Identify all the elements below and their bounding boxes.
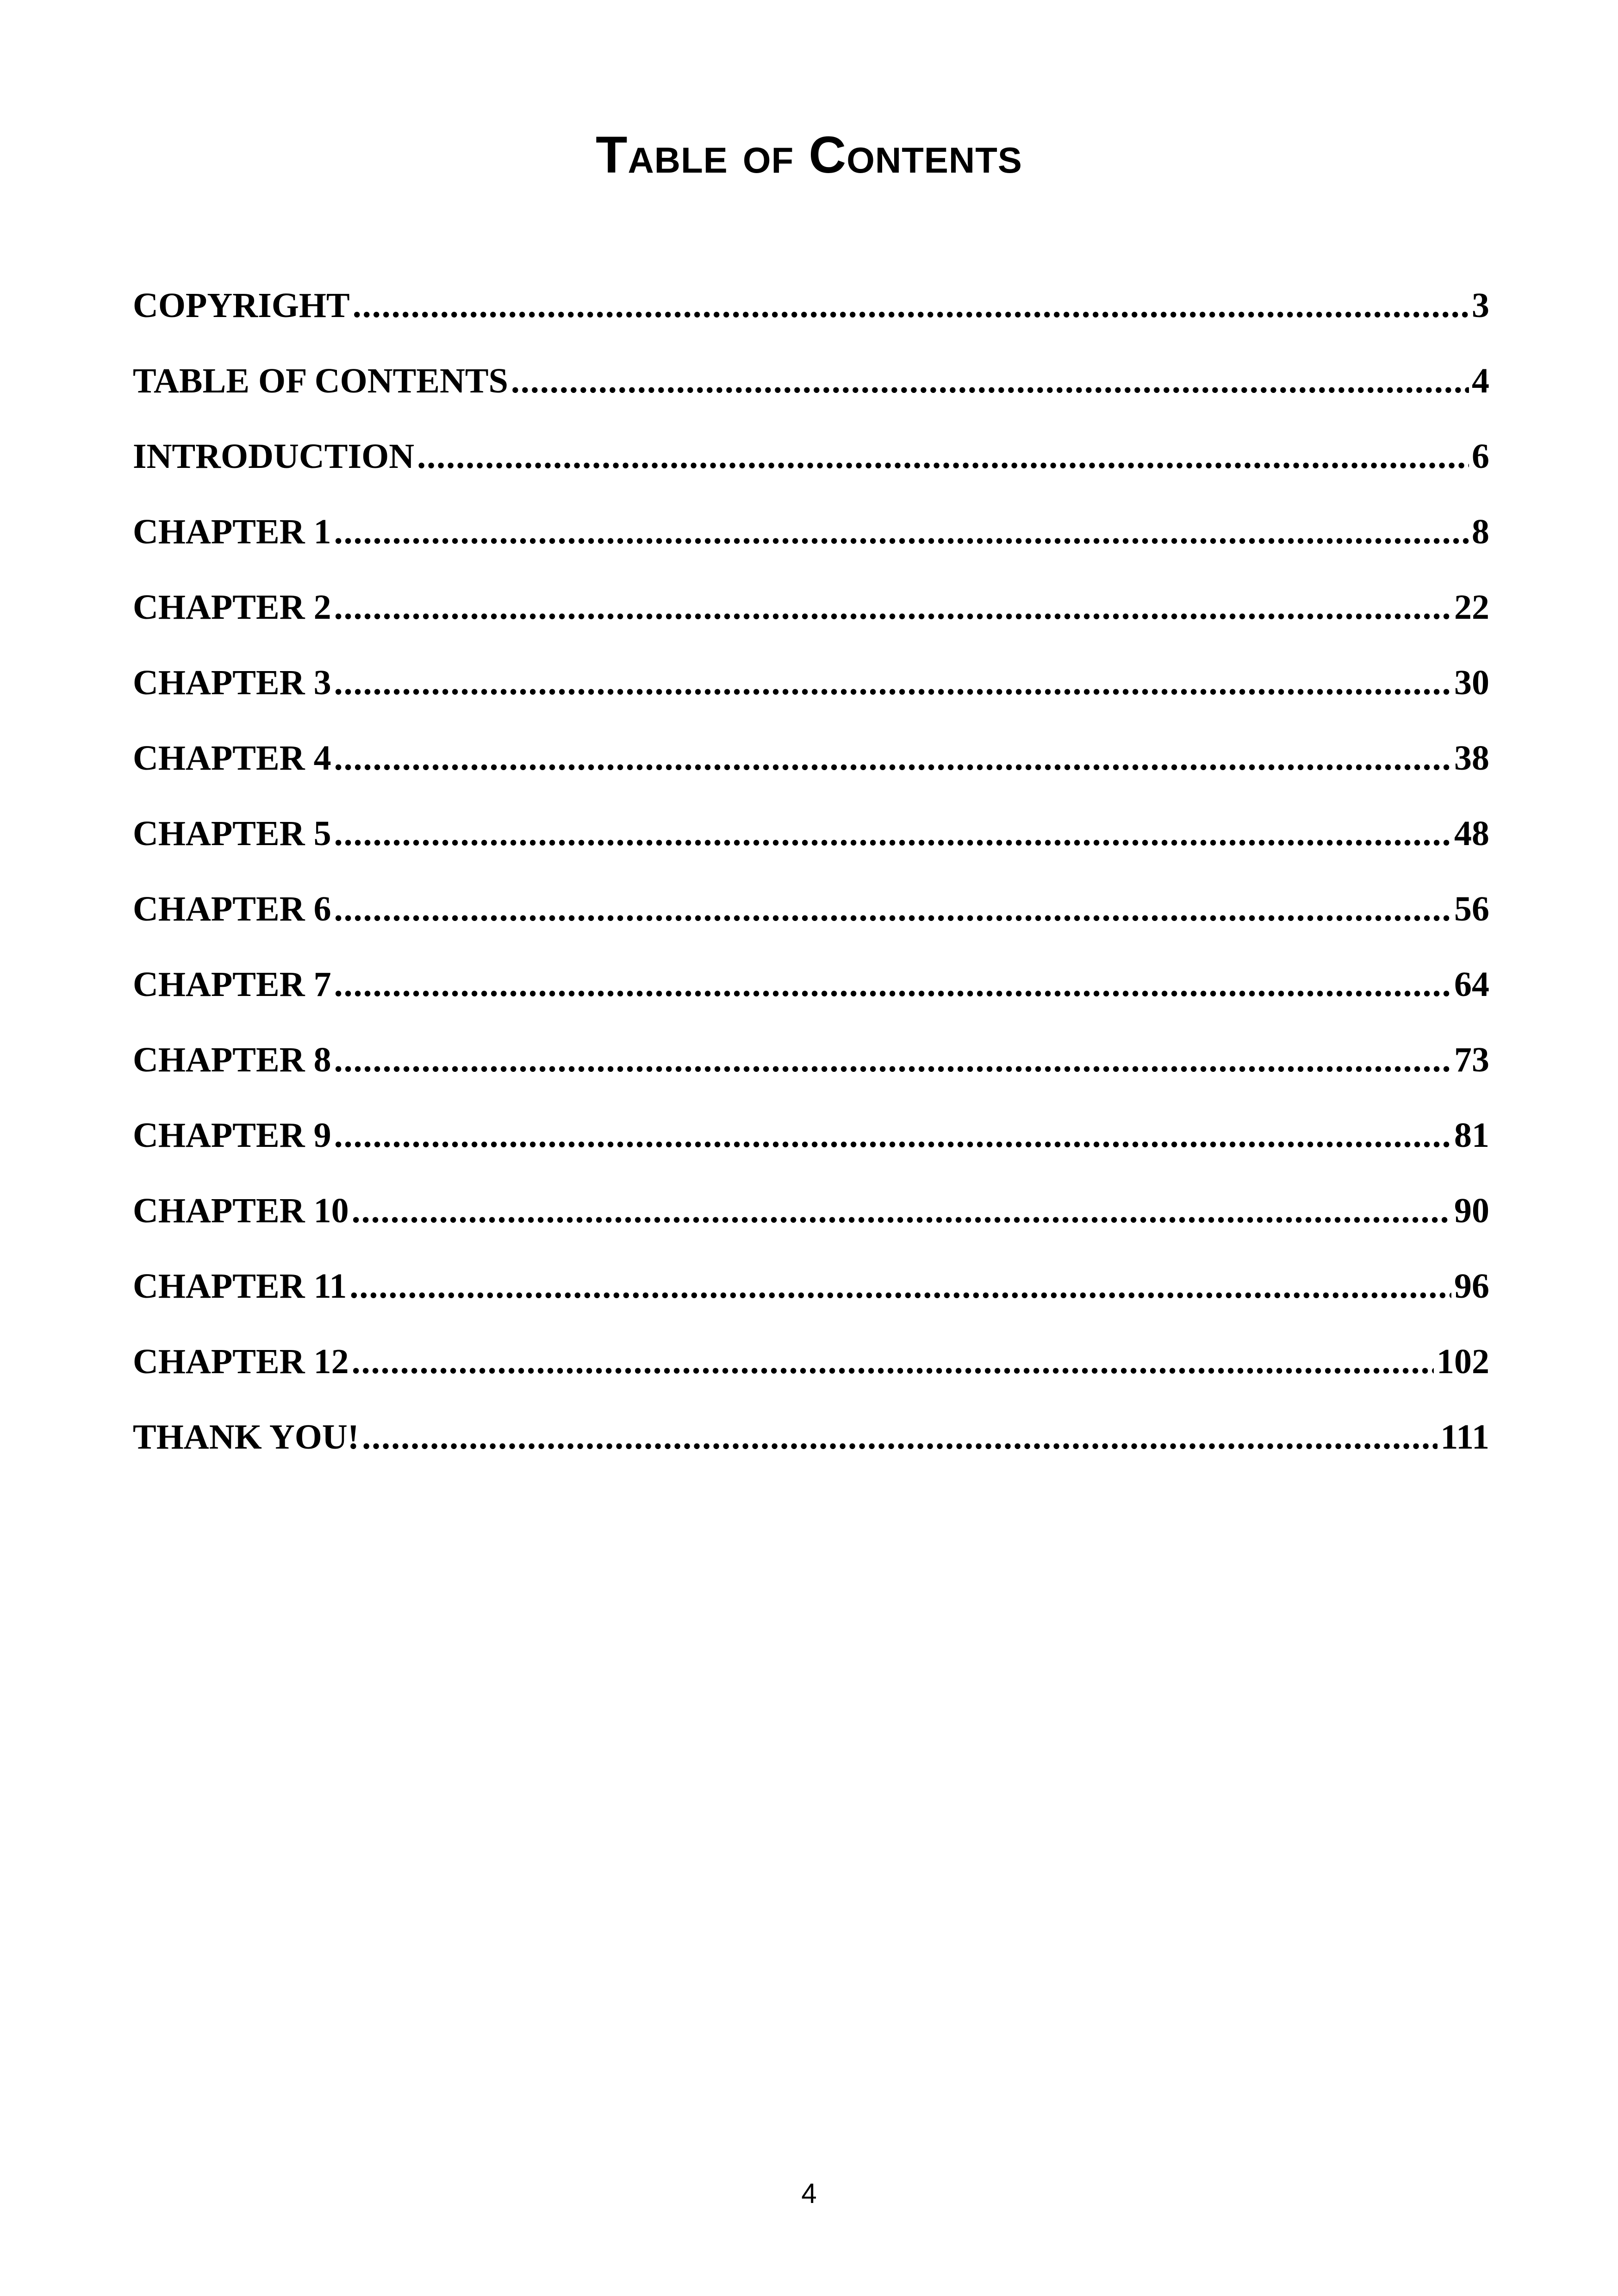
toc-entry-chapter-5[interactable] <box>133 806 1489 881</box>
toc-entry-chapter-2[interactable] <box>133 579 1489 655</box>
toc-entry-label: CHAPTER 7 <box>133 965 331 1004</box>
toc-entry-copyright[interactable] <box>133 278 1489 353</box>
toc-entry-page: 38 <box>1454 739 1489 778</box>
toc-leader-dots <box>334 655 1451 710</box>
toc-entry-label: INTRODUCTION <box>133 437 415 476</box>
toc-entry-chapter-9[interactable] <box>133 1108 1489 1183</box>
toc-entry-table-of-contents[interactable] <box>133 353 1489 429</box>
toc-leader-dots <box>362 1409 1438 1465</box>
toc-leader-dots <box>334 957 1451 1012</box>
page-title: Table of Contents <box>596 126 1022 184</box>
toc-entry-page: 90 <box>1454 1191 1489 1230</box>
toc-entry-label: CHAPTER 2 <box>133 588 331 627</box>
toc-leader-dots <box>334 504 1469 560</box>
toc-entry-page: 48 <box>1454 814 1489 853</box>
toc-entry-page: 30 <box>1454 663 1489 702</box>
toc-leader-dots <box>334 579 1451 635</box>
toc-leader-dots <box>352 1183 1451 1238</box>
toc-entry-page: 22 <box>1454 588 1489 627</box>
toc-entry-chapter-11[interactable] <box>133 1258 1489 1334</box>
toc-leader-dots <box>349 1258 1451 1314</box>
toc-entry-label: THANK YOU! <box>133 1418 360 1456</box>
toc-leader-dots <box>334 1108 1451 1163</box>
toc-entry-page: 96 <box>1454 1267 1489 1306</box>
toc-entry-label: COPYRIGHT <box>133 286 350 325</box>
toc-entry-page: 64 <box>1454 965 1489 1004</box>
toc-entry-chapter-12[interactable] <box>133 1334 1489 1409</box>
toc-entry-label: CHAPTER 4 <box>133 739 331 778</box>
toc-entry-chapter-6[interactable] <box>133 881 1489 957</box>
toc-entry-label: CHAPTER 12 <box>133 1342 349 1381</box>
toc-entry-page: 8 <box>1472 512 1489 551</box>
toc-entry-label: CHAPTER 8 <box>133 1040 331 1079</box>
toc-entry-page: 73 <box>1454 1040 1489 1079</box>
toc-entry-label: CHAPTER 9 <box>133 1116 331 1155</box>
toc-entry-page: 4 <box>1472 361 1489 400</box>
toc-entry-page: 3 <box>1472 286 1489 325</box>
toc-leader-dots <box>334 1032 1451 1088</box>
toc-entry-label: CHAPTER 1 <box>133 512 331 551</box>
toc-entry-chapter-8[interactable] <box>133 1032 1489 1108</box>
toc-entry-label: TABLE OF CONTENTS <box>133 361 508 400</box>
table-of-contents <box>133 278 1489 1485</box>
toc-entry-page: 56 <box>1454 890 1489 928</box>
toc-leader-dots <box>334 730 1451 786</box>
toc-leader-dots <box>334 881 1451 937</box>
toc-entry-chapter-3[interactable] <box>133 655 1489 730</box>
toc-entry-label: CHAPTER 6 <box>133 890 331 928</box>
toc-entry-label: CHAPTER 11 <box>133 1267 347 1306</box>
toc-entry-introduction[interactable] <box>133 429 1489 504</box>
toc-entry-chapter-1[interactable] <box>133 504 1489 579</box>
page-number: 4 <box>801 2178 817 2209</box>
toc-leader-dots <box>352 1334 1434 1389</box>
toc-entry-thank-you[interactable] <box>133 1409 1489 1485</box>
toc-entry-label: CHAPTER 3 <box>133 663 331 702</box>
toc-entry-chapter-4[interactable] <box>133 730 1489 806</box>
toc-leader-dots <box>334 806 1451 861</box>
toc-entry-chapter-7[interactable] <box>133 957 1489 1032</box>
toc-entry-label: CHAPTER 10 <box>133 1191 349 1230</box>
toc-entry-chapter-10[interactable] <box>133 1183 1489 1258</box>
toc-entry-page: 111 <box>1440 1418 1489 1456</box>
toc-entry-page: 81 <box>1454 1116 1489 1155</box>
toc-entry-page: 6 <box>1472 437 1489 476</box>
toc-leader-dots <box>417 429 1469 484</box>
toc-entry-label: CHAPTER 5 <box>133 814 331 853</box>
toc-entry-page: 102 <box>1437 1342 1489 1381</box>
toc-leader-dots <box>353 278 1469 333</box>
toc-leader-dots <box>511 353 1469 409</box>
